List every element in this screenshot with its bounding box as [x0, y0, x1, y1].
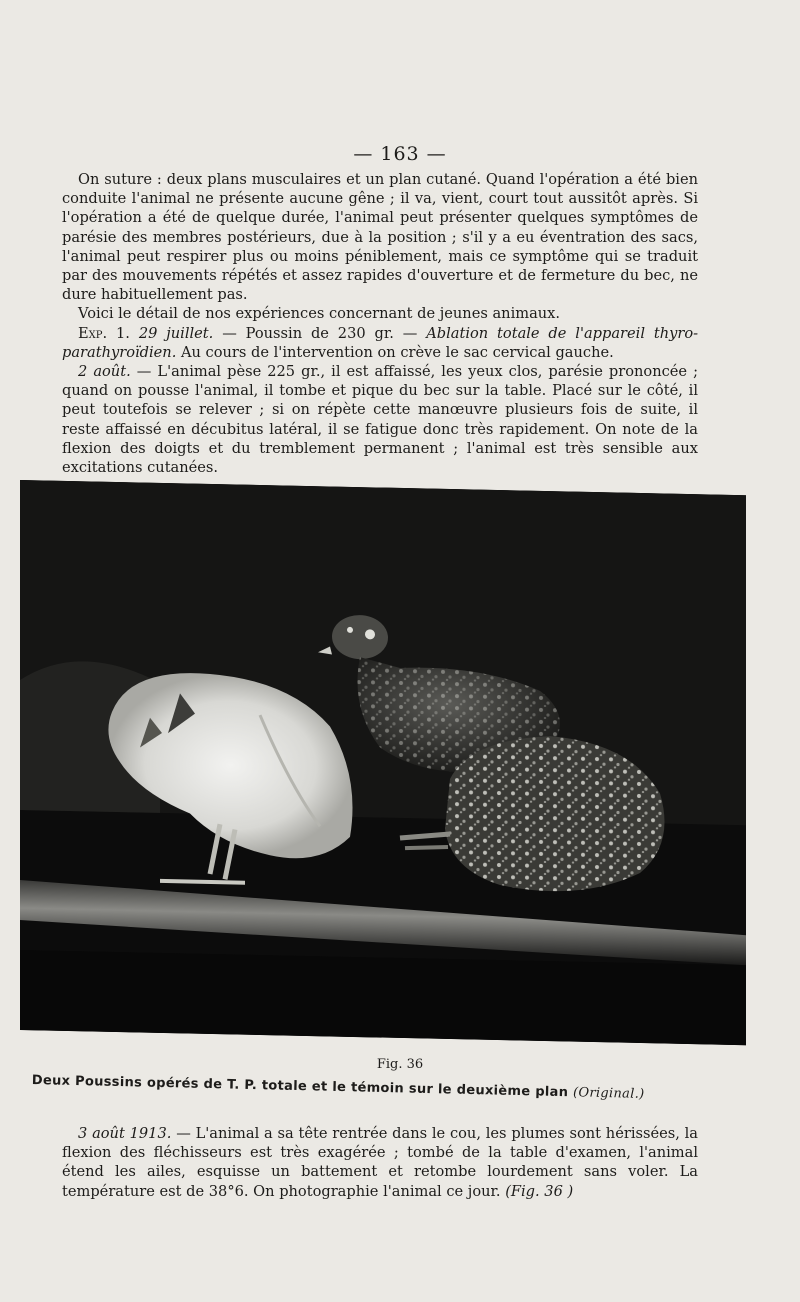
figure-caption-source: (Original.) — [572, 1085, 645, 1102]
figure-caption — [32, 1073, 752, 1104]
experiment-subject: — Poussin de 230 gr. — — [222, 324, 418, 342]
paragraph-experiment-1 — [62, 324, 698, 362]
paragraph-suture: On suture : deux plans musculaires et un plan cutané. Quand l'opération a été bien conduite l'animal ne présente aucune gêne ; il va, vient, court tout aussitôt après. Si l'opération a été de quelque durée, l'animal peut présenter quelques symptômes de parésie des membres postérieurs, due à la position ; s'il y a eu éventration des sacs, l'animal peut respirer plus ou moins péniblement, mais ce symptôme qui se traduit par des mouvements répétés et assez rapides d'ouverture et de fermeture du bec, ne dure habituellement pas. — [62, 171, 698, 304]
paragraph-aug-3 — [62, 1124, 698, 1201]
figure-caption-main: Deux Poussins opérés de T. P. totale et le témoin sur le deuxième plan — [31, 1073, 569, 1101]
aug-3-date: 3 août 1913. — [78, 1125, 172, 1142]
figure-reference: (Fig. 36 ) — [505, 1182, 574, 1200]
body-text-top — [62, 170, 698, 477]
figure-number: Fig. 36 — [376, 1057, 424, 1072]
experiment-title: Ablation totale de l'appareil thyro-parathyroïdien. — [62, 324, 699, 361]
paragraph-aug-2 — [62, 362, 698, 477]
two-chicks-photo — [20, 480, 746, 1045]
page-number: — 163 — — [353, 143, 447, 165]
figure-photograph — [20, 480, 746, 1045]
aug-2-date: 2 août. — [78, 363, 131, 381]
paragraph-intro-experiments: Voici le détail de nos expériences concernant de jeunes animaux. — [78, 305, 561, 323]
body-text-bottom — [62, 1124, 698, 1201]
experiment-note: Au cours de l'intervention on crève le sac cervical gauche. — [180, 343, 614, 361]
aug-3-text: — L'animal a sa tête rentrée dans le cou, les plumes sont hérissées, la flexion des fléchisseurs est très exagérée ; tombé de la table d'examen, l'animal étend les ailes, esquisse un battement et retombe lourdement sans voler. La température est de 38°6. On photographie l'animal ce jour. — [62, 1125, 699, 1200]
experiment-label: Exp. 1. — [78, 324, 130, 342]
experiment-date: 29 juillet. — [138, 324, 214, 342]
aug-2-text: — L'animal pèse 225 gr., il est affaissé, les yeux clos, parésie prononcée ; quand on pousse l'animal, il tombe et pique du bec sur la table. Placé sur le côté, il peut toutefois se relever ; si on répète cette manœuvre plusieurs fois de suite, il reste affaissé en décubitus latéral, il se fatigue donc très rapidement. On note de la flexion des doigts et du tremblement permanent ; l'animal est très sensible aux excitations cutanées. — [62, 363, 699, 477]
